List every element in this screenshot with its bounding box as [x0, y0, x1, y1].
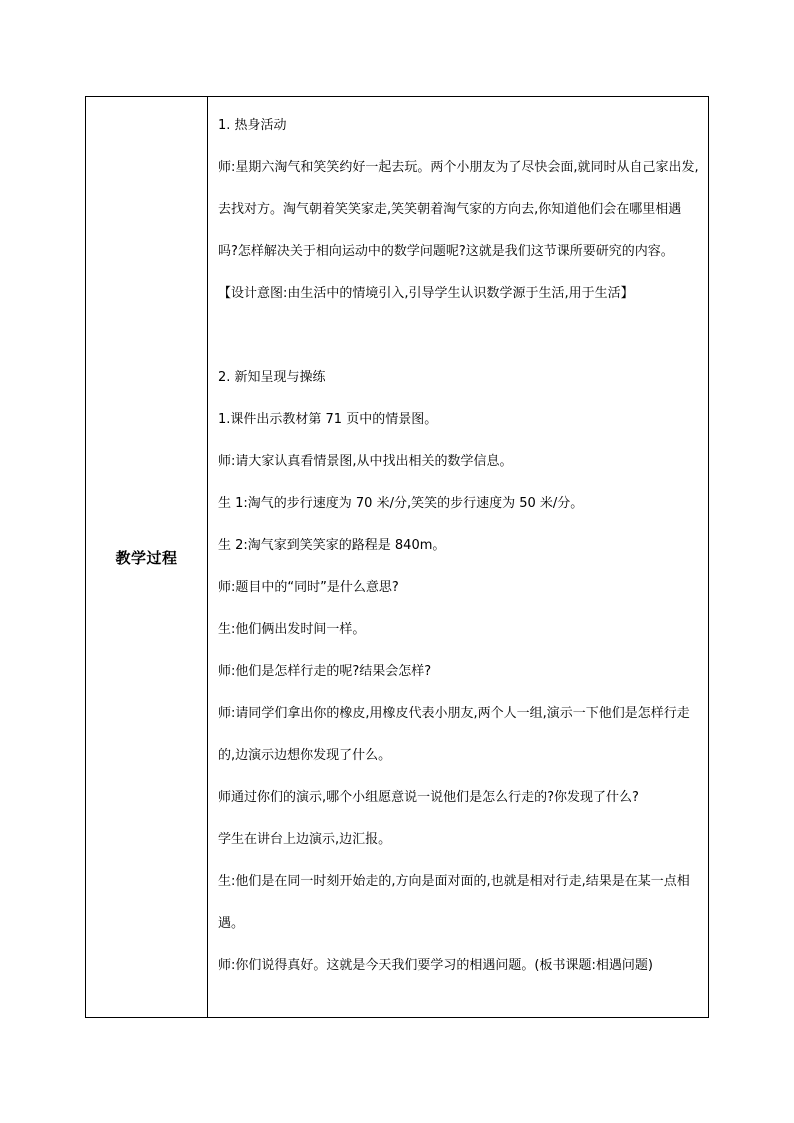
paragraph-student-3: 生:他们俩出发时间一样。 [218, 622, 366, 637]
paragraph-student-1: 生 1:淘气的步行速度为 70 米/分,笑笑的步行速度为 50 米/分。 [218, 496, 584, 511]
section-content-cell [208, 97, 708, 1017]
paragraph-teacher-1: 师:请大家认真看情景图,从中找出相关的数学信息。 [218, 454, 513, 469]
lesson-table [85, 96, 709, 1018]
paragraph-teacher-3: 师:他们是怎样行走的呢?结果会怎样? [218, 664, 432, 679]
paragraph-intro: 师:星期六淘气和笑笑约好一起去玩。两个小朋友为了尽快会面,就同时从自己家出发,去找对方。淘气朝着笑笑家走,笑笑朝着淘气家的方向去,你知道他们会在哪里相遇吗?怎样解决关于相向运动中的数学问题呢?这就是我们这节课所要研究的内容。 [218, 160, 699, 259]
paragraph-teacher-2: 师:题目中的“同时”是什么意思? [218, 580, 399, 595]
paragraph-students-demo: 学生在讲台上边演示,边汇报。 [218, 832, 392, 847]
paragraph-student-2: 生 2:淘气家到笑笑家的路程是 840m。 [218, 538, 446, 553]
paragraph-teacher-4: 师:请同学们拿出你的橡皮,用橡皮代表小朋友,两个人一组,演示一下他们是怎样行走的,边演示边想你发现了什么。 [218, 706, 690, 763]
paragraph-teacher-6: 师:你们说得真好。这就是今天我们要学习的相遇问题。(板书课题:相遇问题) [218, 958, 653, 973]
blank-line [218, 315, 700, 357]
heading-warmup: 1. 热身活动 [218, 118, 287, 133]
section-label-cell [86, 97, 208, 1017]
design-intent: 【设计意图:由生活中的情境引入,引导学生认识数学源于生活,用于生活】 [218, 286, 634, 301]
paragraph-student-4: 生:他们是在同一时刻开始走的,方向是面对面的,也就是相对行走,结果是在某一点相遇。 [218, 874, 690, 931]
section-label: 教学过程 [115, 548, 178, 567]
heading-new-knowledge: 2. 新知呈现与操练 [218, 370, 326, 385]
paragraph-teacher-5: 师通过你们的演示,哪个小组愿意说一说他们是怎么行走的?你发现了什么? [218, 790, 639, 805]
paragraph-courseware: 1.课件出示教材第 71 页中的情景图。 [218, 412, 438, 427]
